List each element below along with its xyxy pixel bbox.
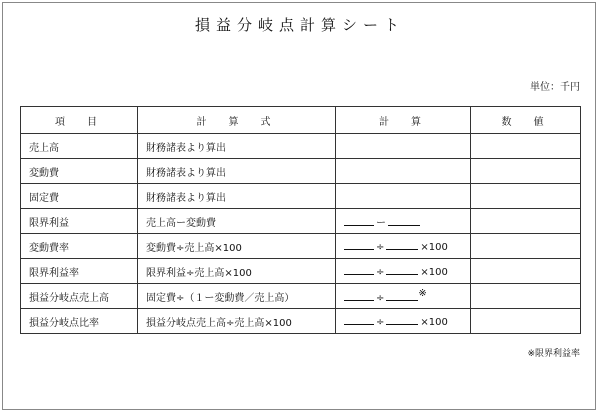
row-value-cell[interactable]: [471, 309, 581, 334]
row-formula: 財務諸表より算出: [138, 134, 336, 159]
page-title: 損益分岐点計算シート: [194, 16, 405, 34]
table-row: [21, 209, 581, 234]
table-row: [21, 134, 581, 159]
row-formula: 限界利益÷売上高×100: [138, 259, 336, 284]
row-value-cell[interactable]: [471, 159, 581, 184]
row-item-label: 限界利益率: [21, 259, 138, 284]
calc-blank-left[interactable]: [344, 240, 374, 250]
row-value-cell[interactable]: [471, 134, 581, 159]
table-row: [21, 184, 581, 209]
note-mark: ※: [418, 288, 427, 299]
calc-operator: ÷: [376, 241, 385, 253]
header-formula: 計 算 式: [138, 107, 336, 134]
row-item-label: 変動費: [21, 159, 138, 184]
calc-blank-left[interactable]: [344, 315, 374, 325]
header-calc: 計 算: [336, 107, 471, 134]
row-item-label: 損益分岐点売上高: [21, 284, 138, 309]
row-formula: 損益分岐点売上高÷売上高×100: [138, 309, 336, 334]
calc-suffix: ×100: [420, 266, 448, 278]
row-calc-cell[interactable]: [336, 309, 471, 334]
row-calc-cell[interactable]: [336, 134, 471, 159]
table-row: [21, 234, 581, 259]
row-formula: 変動費÷売上高×100: [138, 234, 336, 259]
row-value-cell[interactable]: [471, 259, 581, 284]
row-calc-cell[interactable]: [336, 234, 471, 259]
row-calc-cell[interactable]: [336, 259, 471, 284]
calc-blank-left[interactable]: [344, 291, 374, 301]
row-calc-cell[interactable]: [336, 209, 471, 234]
row-calc-cell[interactable]: [336, 159, 471, 184]
calc-suffix: ×100: [420, 241, 448, 253]
footnote: ※限界利益率: [527, 349, 580, 359]
row-calc-cell[interactable]: [336, 184, 471, 209]
row-calc-cell[interactable]: [336, 284, 471, 309]
table-header-row: [21, 107, 581, 134]
calc-blank-right[interactable]: [386, 315, 418, 325]
row-value-cell[interactable]: [471, 234, 581, 259]
row-formula: 売上高ー変動費: [138, 209, 336, 234]
calc-operator: ÷: [376, 266, 385, 278]
row-formula: 財務諸表より算出: [138, 184, 336, 209]
calc-blank-right[interactable]: [386, 240, 418, 250]
calc-blank-right[interactable]: [388, 216, 420, 226]
table-row: [21, 309, 581, 334]
row-item-label: 固定費: [21, 184, 138, 209]
calc-operator: ÷: [376, 316, 385, 328]
row-value-cell[interactable]: [471, 209, 581, 234]
row-formula: 固定費÷（１ー変動費／売上高）: [138, 284, 336, 309]
calculation-table: [20, 106, 581, 334]
calc-operator: ー: [376, 217, 386, 229]
table-row: [21, 159, 581, 184]
calc-blank-right[interactable]: [386, 291, 418, 301]
row-value-cell[interactable]: [471, 184, 581, 209]
unit-label: 単位：千円: [530, 82, 580, 93]
header-value: 数 値: [471, 107, 581, 134]
row-item-label: 限界利益: [21, 209, 138, 234]
calc-operator: ÷: [376, 293, 385, 304]
row-value-cell[interactable]: [471, 284, 581, 309]
calc-blank-left[interactable]: [344, 216, 374, 226]
calc-blank-right[interactable]: [386, 265, 418, 275]
table-row: [21, 259, 581, 284]
row-item-label: 売上高: [21, 134, 138, 159]
row-item-label: 損益分岐点比率: [21, 309, 138, 334]
header-item: 項 目: [21, 107, 138, 134]
row-item-label: 変動費率: [21, 234, 138, 259]
calc-blank-left[interactable]: [344, 265, 374, 275]
calc-suffix: ×100: [420, 316, 448, 328]
row-formula: 財務諸表より算出: [138, 159, 336, 184]
table-row: [21, 284, 581, 309]
